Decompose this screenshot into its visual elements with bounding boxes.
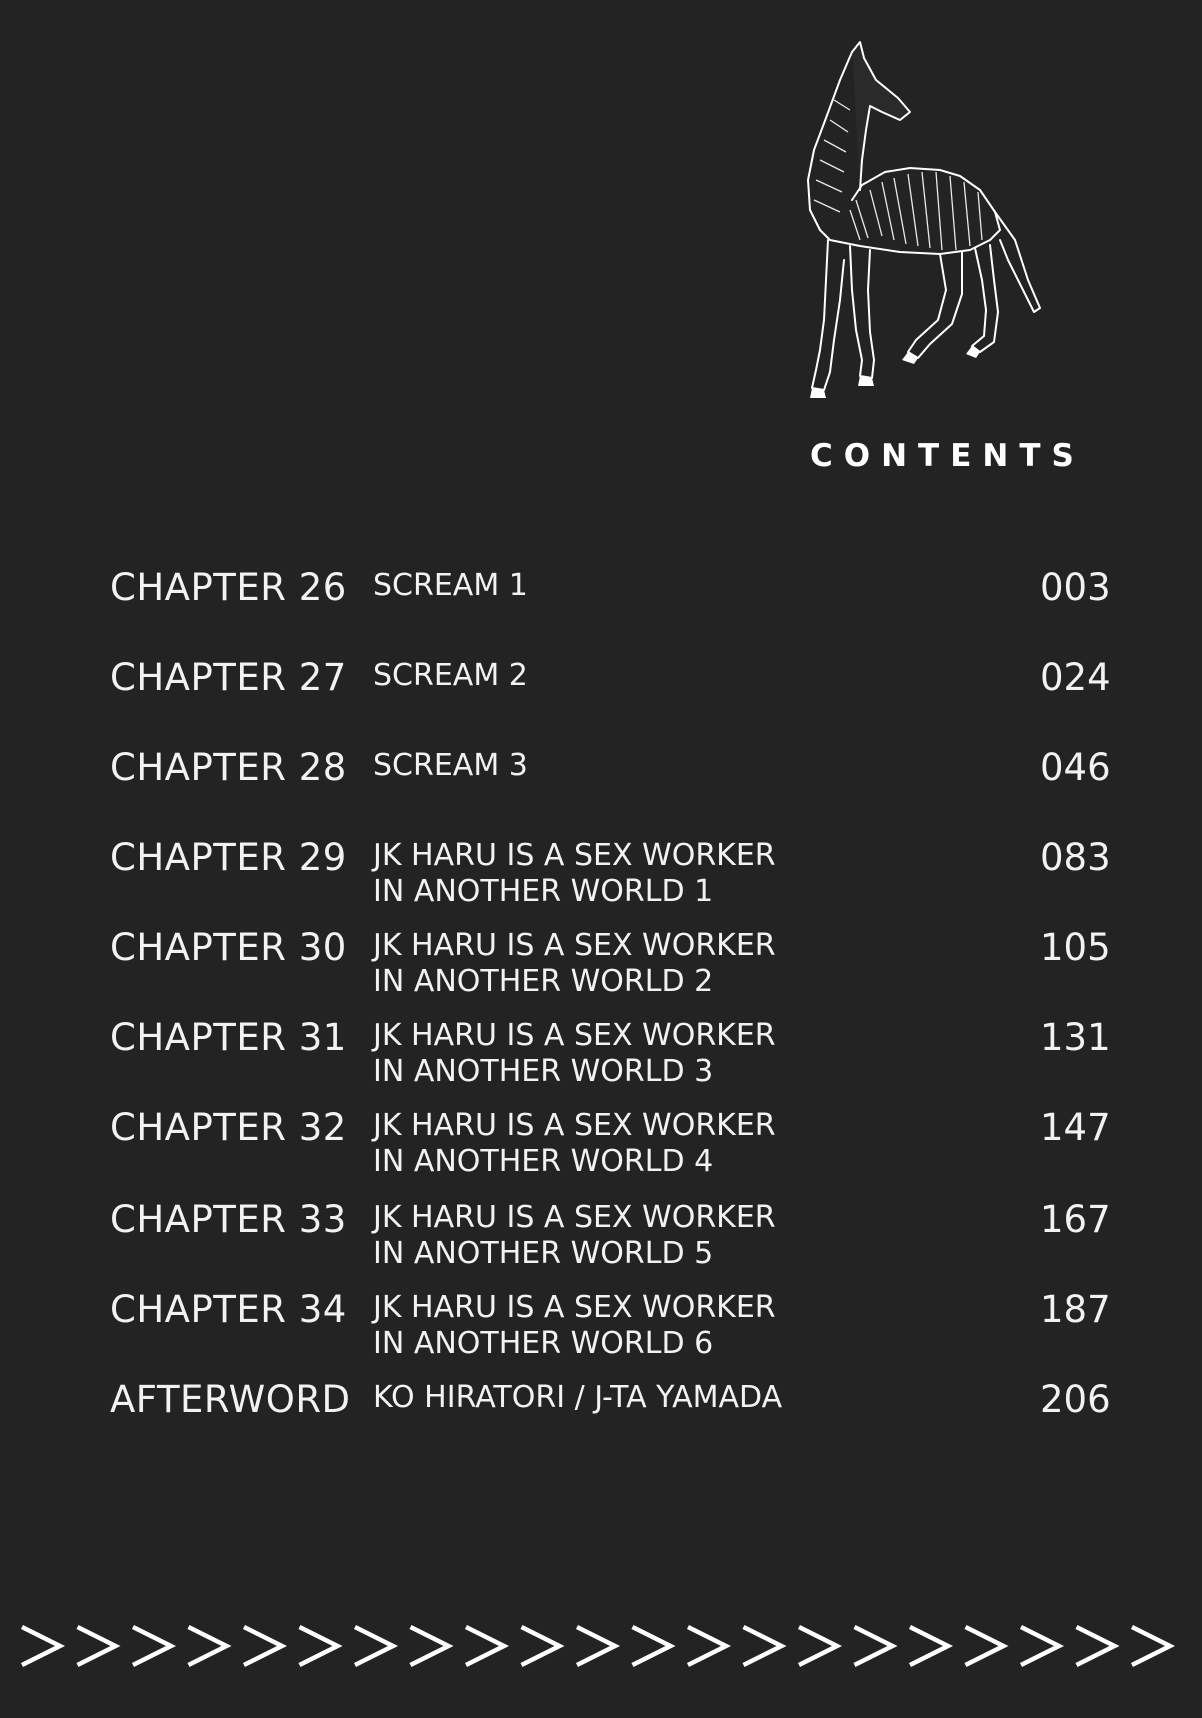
- page-number: 167: [1040, 1198, 1111, 1241]
- chapter-label: AFTERWORD: [110, 1378, 351, 1421]
- chevron-border: [20, 1620, 1202, 1680]
- chapter-label: CHAPTER 33: [110, 1198, 347, 1241]
- chapter-label: CHAPTER 27: [110, 656, 347, 699]
- chapter-title-line: IN ANOTHER WORLD 2: [373, 964, 714, 999]
- page-number: 187: [1040, 1288, 1111, 1331]
- chapter-label: CHAPTER 28: [110, 746, 347, 789]
- chevron-mark: [690, 1628, 726, 1664]
- chapter-title: [373, 1200, 776, 1272]
- page-number: 046: [1040, 746, 1111, 789]
- chapter-title: [373, 1018, 776, 1090]
- chevron-mark: [635, 1628, 671, 1664]
- chapter-label: CHAPTER 34: [110, 1288, 347, 1331]
- page-number: 105: [1040, 926, 1111, 969]
- chapter-title-line: IN ANOTHER WORLD 1: [373, 874, 714, 909]
- chevron-mark: [746, 1628, 782, 1664]
- contents-heading: CONTENTS: [810, 438, 1085, 474]
- chapter-title-line: IN ANOTHER WORLD 5: [373, 1236, 714, 1271]
- chapter-title-line: JK HARU IS A SEX WORKER: [373, 1108, 776, 1143]
- page-number: 024: [1040, 656, 1111, 699]
- chapter-title: [373, 838, 776, 910]
- chapter-title-line: SCREAM 2: [373, 658, 528, 693]
- chapter-title-line: JK HARU IS A SEX WORKER: [373, 1200, 776, 1235]
- chevron-mark: [191, 1628, 227, 1664]
- horse-illustration: [790, 40, 1070, 420]
- chevron-mark: [524, 1628, 560, 1664]
- chevron-mark: [357, 1628, 393, 1664]
- chapter-title-line: KO HIRATORI / J-TA YAMADA: [373, 1380, 783, 1415]
- chapter-title: [373, 658, 528, 694]
- page-number: 131: [1040, 1016, 1111, 1059]
- chevron-mark: [579, 1628, 615, 1664]
- chapter-title: [373, 568, 528, 604]
- chevron-mark: [912, 1628, 948, 1664]
- chapter-title-line: JK HARU IS A SEX WORKER: [373, 838, 776, 873]
- chapter-title-line: SCREAM 3: [373, 748, 528, 783]
- chapter-title-line: JK HARU IS A SEX WORKER: [373, 1018, 776, 1053]
- chapter-title: [373, 928, 776, 1000]
- chevron-mark: [1134, 1628, 1170, 1664]
- chapter-title: [373, 1380, 782, 1416]
- chevron-mark: [80, 1628, 116, 1664]
- page-number: 147: [1040, 1106, 1111, 1149]
- chevron-mark: [1023, 1628, 1059, 1664]
- chevron-mark: [246, 1628, 282, 1664]
- chevron-mark: [135, 1628, 171, 1664]
- chapter-label: CHAPTER 32: [110, 1106, 347, 1149]
- chapter-title: [373, 1108, 776, 1180]
- chapter-label: CHAPTER 29: [110, 836, 347, 879]
- chevron-mark: [302, 1628, 338, 1664]
- chevron-mark: [968, 1628, 1004, 1664]
- chapter-title: [373, 748, 528, 784]
- chevron-mark: [468, 1628, 504, 1664]
- chevron-mark: [857, 1628, 893, 1664]
- chevron-mark: [24, 1628, 60, 1664]
- chapter-label: CHAPTER 30: [110, 926, 347, 969]
- chevron-mark: [1079, 1628, 1115, 1664]
- chapter-title-line: JK HARU IS A SEX WORKER: [373, 928, 776, 963]
- chapter-title-line: IN ANOTHER WORLD 3: [373, 1054, 714, 1089]
- page-number: 083: [1040, 836, 1111, 879]
- page-number: 206: [1040, 1378, 1111, 1421]
- chapter-title-line: IN ANOTHER WORLD 4: [373, 1144, 714, 1179]
- chapter-label: CHAPTER 31: [110, 1016, 347, 1059]
- chapter-title-line: IN ANOTHER WORLD 6: [373, 1326, 714, 1361]
- chapter-label: CHAPTER 26: [110, 566, 347, 609]
- page-number: 003: [1040, 566, 1111, 609]
- chapter-title-line: JK HARU IS A SEX WORKER: [373, 1290, 776, 1325]
- chevron-mark: [801, 1628, 837, 1664]
- chapter-title-line: SCREAM 1: [373, 568, 528, 603]
- chapter-title: [373, 1290, 776, 1362]
- chevron-mark: [413, 1628, 449, 1664]
